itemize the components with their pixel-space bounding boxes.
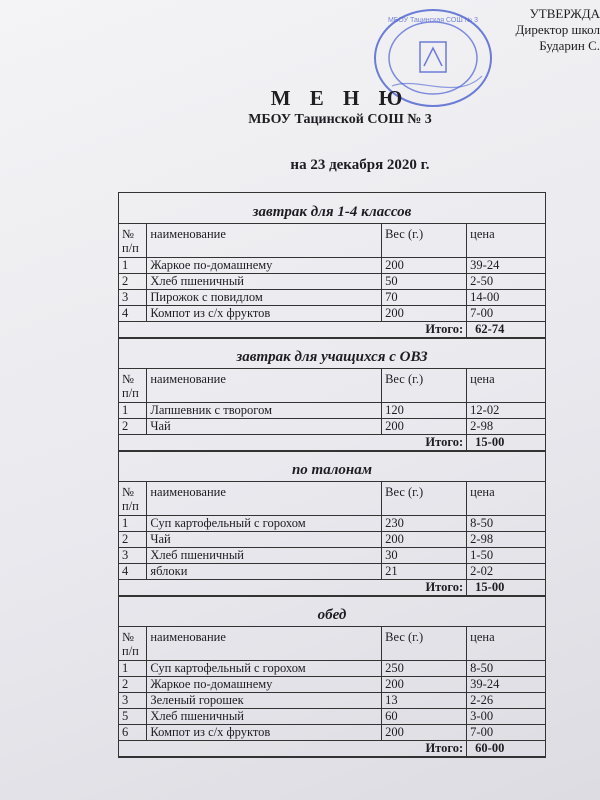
row-price: 3-00: [467, 709, 545, 725]
menu-table: [119, 368, 545, 451]
row-num: 6: [119, 725, 147, 741]
school-name: МБОУ Тацинской СОШ № 3: [248, 112, 432, 127]
row-weight: 70: [382, 290, 467, 306]
menu-table: [119, 626, 545, 757]
row-price: 12-02: [467, 403, 545, 419]
row-name: Хлеб пшеничный: [147, 709, 382, 725]
row-weight: 200: [382, 532, 467, 548]
table-row: [119, 725, 545, 741]
row-weight: 200: [382, 677, 467, 693]
total-row: [119, 322, 545, 338]
total-row: [119, 741, 545, 757]
row-price: 2-98: [467, 532, 545, 548]
table-row: [119, 548, 545, 564]
row-name: Компот из с/х фруктов: [147, 725, 382, 741]
total-row: [119, 580, 545, 596]
row-price: 39-24: [467, 677, 545, 693]
row-price: 2-02: [467, 564, 545, 580]
table-row: [119, 709, 545, 725]
row-num: 2: [119, 532, 147, 548]
row-name: Суп картофельный с горохом: [147, 516, 382, 532]
total-value: 60-00: [467, 741, 545, 757]
row-name: Жаркое по-домашнему: [147, 677, 382, 693]
total-value: 15-00: [467, 435, 545, 451]
section-title: по талонам: [119, 451, 545, 481]
total-value: 62-74: [467, 322, 545, 338]
row-weight: 30: [382, 548, 467, 564]
col-weight-header: Вес (г.): [382, 369, 467, 403]
row-price: 8-50: [467, 661, 545, 677]
table-row: [119, 693, 545, 709]
row-num: 1: [119, 516, 147, 532]
row-num: 1: [119, 258, 147, 274]
approval-signature-name: Бударин С.: [539, 38, 600, 53]
row-weight: 200: [382, 258, 467, 274]
row-name: Чай: [147, 419, 382, 435]
row-weight: 13: [382, 693, 467, 709]
row-name: Зеленый горошек: [147, 693, 382, 709]
table-row: [119, 419, 545, 435]
col-price-header: цена: [467, 369, 545, 403]
row-price: 2-26: [467, 693, 545, 709]
row-price: 39-24: [467, 258, 545, 274]
col-num-header: № п/п: [119, 482, 147, 516]
row-name: Пирожок с повидлом: [147, 290, 382, 306]
row-num: 5: [119, 709, 147, 725]
row-name: Жаркое по-домашнему: [147, 258, 382, 274]
col-name-header: наименование: [147, 369, 382, 403]
total-value: 15-00: [467, 580, 545, 596]
table-row: [119, 403, 545, 419]
row-weight: 120: [382, 403, 467, 419]
col-price-header: цена: [467, 627, 545, 661]
col-weight-header: Вес (г.): [382, 224, 467, 258]
row-name: Хлеб пшеничный: [147, 274, 382, 290]
row-name: Лапшевник с творогом: [147, 403, 382, 419]
row-price: 8-50: [467, 516, 545, 532]
col-weight-header: Вес (г.): [382, 627, 467, 661]
total-label: Итого:: [119, 322, 467, 338]
row-weight: 250: [382, 661, 467, 677]
row-price: 2-50: [467, 274, 545, 290]
col-name-header: наименование: [147, 482, 382, 516]
row-name: Суп картофельный с горохом: [147, 661, 382, 677]
table-row: [119, 532, 545, 548]
row-num: 2: [119, 419, 147, 435]
total-row: [119, 435, 545, 451]
row-weight: 230: [382, 516, 467, 532]
row-num: 3: [119, 548, 147, 564]
section-title: завтрак для 1-4 классов: [252, 204, 412, 220]
menu-title: М Е Н Ю: [270, 86, 410, 110]
section-title: завтрак для учащихся с ОВЗ: [119, 338, 545, 368]
row-name: яблоки: [147, 564, 382, 580]
row-weight: 200: [382, 306, 467, 322]
col-weight-header: Вес (г.): [382, 482, 467, 516]
row-weight: 21: [382, 564, 467, 580]
row-price: 14-00: [467, 290, 545, 306]
table-row: [119, 306, 545, 322]
table-header-row: [119, 369, 545, 403]
row-num: 2: [119, 274, 147, 290]
col-price-header: цена: [467, 224, 545, 258]
row-num: 3: [119, 693, 147, 709]
row-name: Компот из с/х фруктов: [147, 306, 382, 322]
row-price: 7-00: [467, 306, 545, 322]
row-num: 4: [119, 306, 147, 322]
col-num-header: № п/п: [119, 627, 147, 661]
row-weight: 200: [382, 725, 467, 741]
menu-sheet: [118, 192, 546, 758]
table-row: [119, 661, 545, 677]
col-price-header: цена: [467, 482, 545, 516]
menu-date: на 23 декабря 2020 г.: [290, 157, 430, 173]
row-num: 3: [119, 290, 147, 306]
stamp-text: МБОУ Тацинская СОШ № 3: [387, 17, 479, 24]
col-name-header: наименование: [147, 224, 382, 258]
row-num: 1: [119, 661, 147, 677]
row-price: 1-50: [467, 548, 545, 564]
total-label: Итого:: [119, 741, 467, 757]
section-title: обед: [119, 596, 545, 626]
total-label: Итого:: [119, 435, 467, 451]
table-row: [119, 258, 545, 274]
total-label: Итого:: [119, 580, 467, 596]
col-num-header: № п/п: [119, 224, 147, 258]
approval-title: УТВЕРЖДА: [529, 6, 600, 21]
approval-block: [516, 6, 600, 54]
row-price: 2-98: [467, 419, 545, 435]
row-weight: 200: [382, 419, 467, 435]
row-weight: 60: [382, 709, 467, 725]
row-name: Хлеб пшеничный: [147, 548, 382, 564]
table-row: [119, 290, 545, 306]
table-row: [119, 516, 545, 532]
col-name-header: наименование: [147, 627, 382, 661]
table-row: [119, 677, 545, 693]
row-num: 4: [119, 564, 147, 580]
approval-director: Директор школ: [515, 22, 600, 37]
table-header-row: [119, 482, 545, 516]
menu-table: [119, 481, 545, 596]
col-num-header: № п/п: [119, 369, 147, 403]
menu-table: [119, 223, 545, 338]
row-num: 1: [119, 403, 147, 419]
table-row: [119, 564, 545, 580]
row-num: 2: [119, 677, 147, 693]
row-name: Чай: [147, 532, 382, 548]
table-row: [119, 274, 545, 290]
row-weight: 50: [382, 274, 467, 290]
table-header-row: [119, 224, 545, 258]
table-header-row: [119, 627, 545, 661]
row-price: 7-00: [467, 725, 545, 741]
